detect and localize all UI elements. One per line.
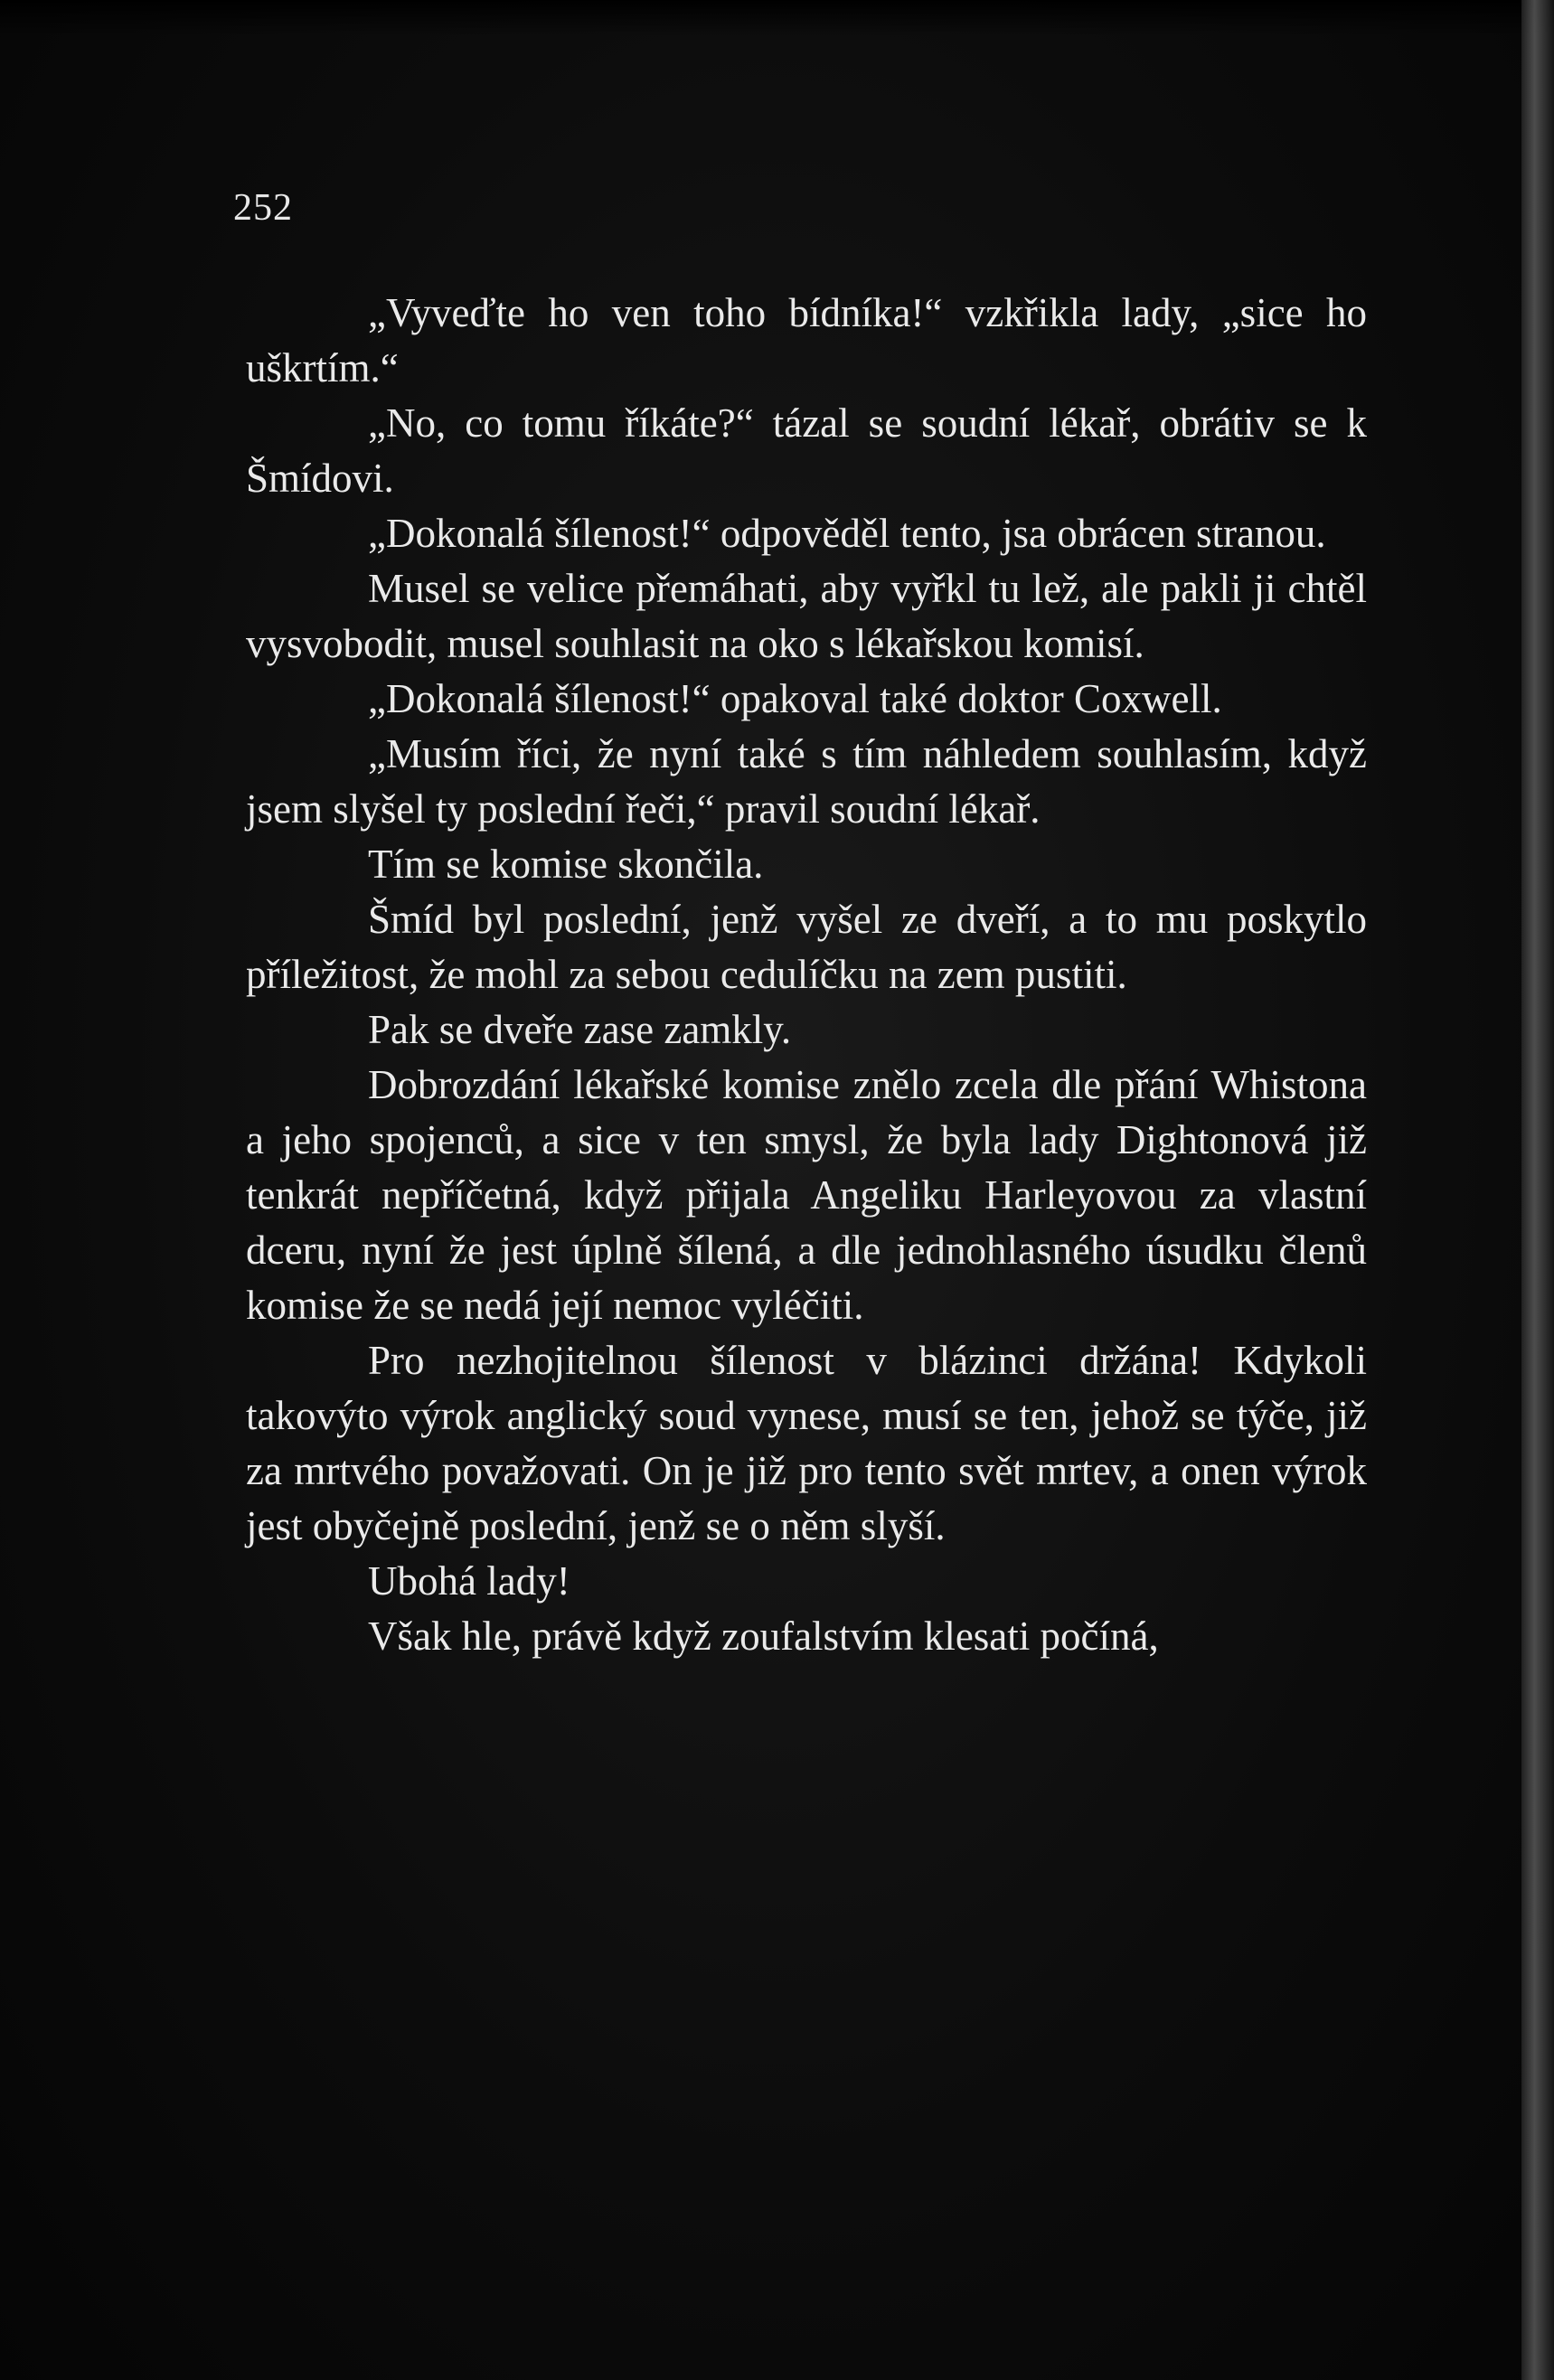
paragraph: Ubohá lady! xyxy=(368,1558,570,1604)
paragraph: „Dokonalá šílenost!“ opakoval také doktor Coxwell. xyxy=(368,676,1222,721)
page-top-shadow xyxy=(0,0,1554,36)
paragraph: Pak se dveře zase zamkly. xyxy=(368,1007,792,1052)
paragraph: „Musím říci, že nyní také s tím náhledem souhlasím, když jsem slyšel ty poslední řeči,“ pravil soudní lékař. xyxy=(246,731,1367,832)
paragraph: Dobrozdání lékařské komise znělo zcela dle přání Whistona a jeho spojenců, a sice v ten smysl, že byla lady Dightonová již tenkrát nepříčetná, když přijala Angeliku Harleyovou za vlastní dceru, nyní že jest úplně šílená, a dle jednohlasného úsudku členů komise že se nedá její nemoc vyléčiti. xyxy=(246,1062,1367,1328)
paragraph: „Vyveďte ho ven toho bídníka!“ vzkřikla lady, „sice ho uškrtím.“ xyxy=(246,290,1367,390)
paragraph: Musel se velice přemáhati, aby vyřkl tu lež, ale pakli ji chtěl vysvobodit, musel souhlasit na oko s lékařskou komisí. xyxy=(246,566,1367,666)
body-text xyxy=(246,286,1367,1664)
page-number: 252 xyxy=(233,187,293,229)
paragraph: Tím se komise skončila. xyxy=(368,842,764,887)
paragraph: Však hle, právě když zoufalstvím klesati počíná, xyxy=(368,1613,1159,1659)
paragraph: „Dokonalá šílenost!“ odpověděl tento, jsa obrácen stranou. xyxy=(368,511,1326,556)
paragraph: „No, co tomu říkáte?“ tázal se soudní lékař, obrátiv se k Šmídovi. xyxy=(246,400,1367,501)
paragraph: Pro nezhojitelnou šílenost v blázinci držána! Kdykoli takovýto výrok anglický soud vynese, musí se ten, jehož se týče, již za mrtvého považovati. On je již pro tento svět mrtev, a onen výrok jest obyčejně poslední, jenž se o něm slyší. xyxy=(246,1338,1367,1548)
page-binding-edge xyxy=(1521,0,1554,2380)
paragraph: Šmíd byl poslední, jenž vyšel ze dveří, a to mu poskytlo příležitost, že mohl za sebou cedulíčku na zem pustiti. xyxy=(246,897,1367,997)
